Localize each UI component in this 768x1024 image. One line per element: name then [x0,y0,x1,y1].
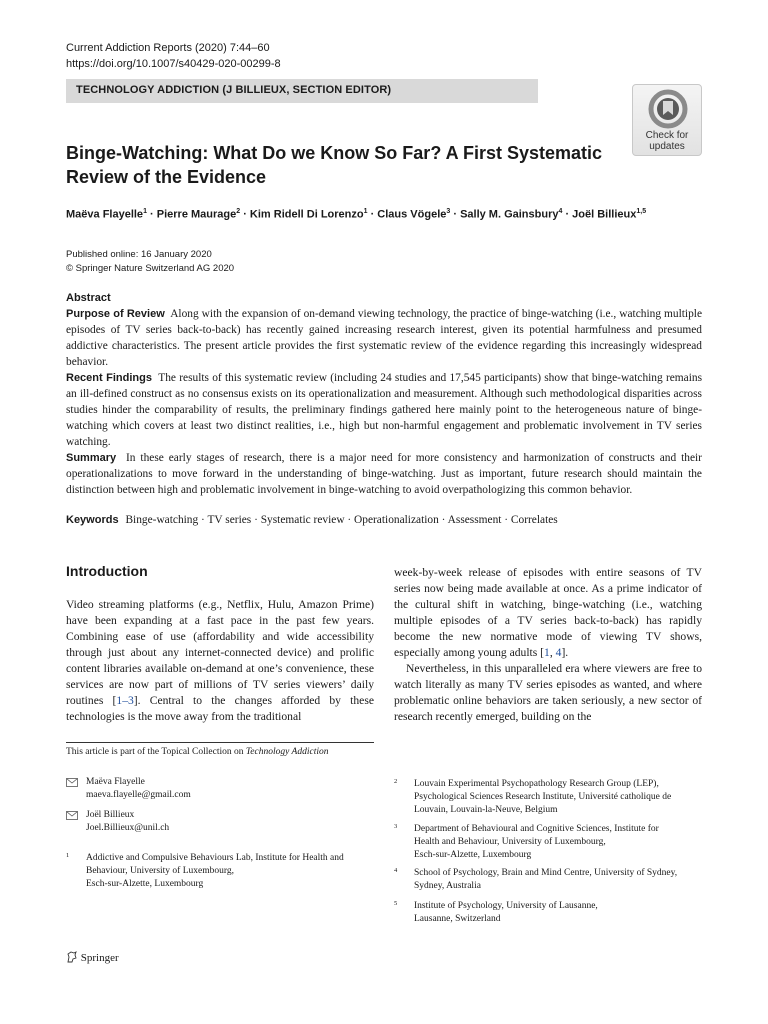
affiliation-line: Department of Behavioural and Cognitive Sciences, Institute for [414,824,659,834]
author-list: Maëva Flayelle$^1$ · Pierre Maurage$^2$ · Kim Ridell Di Lorenzo$^1$ · Claus Vögele$^3$ · Sally M. Gainsbury$^4$ · Joël Billieux$^{1,5}$ [66,208,647,221]
author-name[interactable]: Joël Billieux [572,208,637,221]
affiliation-number: 1 [66,852,70,859]
abstract-purpose [66,306,702,370]
purpose-text: Along with the expansion of on-demand viewing technology, the practice of binge-watching (i.e., watching multiple episodes of TV series back-to-back) has recently gained increasing research interest, given its potential harmfulness and presumed addictive characteristics. The present article provides the first systematic review of the evidence regarding this increasingly widespread behavior. [66,308,702,368]
springer-horse-icon [66,951,78,963]
author-name[interactable]: Maëva Flayelle [66,208,144,221]
contact-author-2 [66,809,376,837]
contact-name: Joël Billieux [86,810,135,820]
topical-collection-name: Technology Addiction [245,747,329,757]
badge-line-1: Check for [645,130,689,141]
affiliation-5 [394,900,704,928]
keywords-label: Keywords [66,514,119,526]
affiliation-1 [66,852,376,892]
affiliation-marker: 1 [363,208,368,215]
affiliation-number: 3 [394,823,398,830]
title-line-1: Binge-Watching: What Do we Know So Far? A First Systematic [66,143,603,163]
author-name[interactable]: Pierre Maurage [156,208,237,221]
intro-paragraph-3: Nevertheless, in this unparalleled era where viewers are free to watch literally as many TV series episodes as wanted, and where problematic online behaviors are taken seriously, a new sector of research recently emerged, building on the [394,662,702,723]
contact-email[interactable]: maeva.flayelle@gmail.com [86,790,191,800]
badge-line-2: updates [649,141,685,152]
affiliation-marker: 1 [143,208,147,215]
footnote-divider [66,742,374,743]
affiliation-line: Health and Behaviour, University of Luxembourg, [414,837,606,847]
affiliation-marker: 3 [446,208,451,215]
affiliation-line: Psychological Sciences Research Institute, Université catholique de [414,792,672,802]
affiliation-marker: 2 [236,208,241,215]
affiliation-line: Esch-sur-Alzette, Luxembourg [86,879,204,889]
published-date: Published online: 16 January 2020 [66,249,212,260]
affiliation-line: Louvain Experimental Psychopathology Research Group (LEP), [414,779,659,789]
envelope-icon [66,778,78,787]
affiliation-line: School of Psychology, Brain and Mind Centre, University of Sydney, [414,868,678,878]
affiliation-number: 2 [394,778,398,785]
summary-text: In these early stages of research, there is a major need for more consistency and harmonization of constructs and their operationalizations to move forward in the understanding of binge-watching. Just as important, future research should maintain the distinction between high and problematic involvement in binge-watching to avoid overpathologizing this common behavior. [66,452,702,496]
right-column [394,565,702,725]
section-banner [66,79,538,103]
contact-name: Maëva Flayelle [86,777,145,787]
affiliation-line: Louvain, Louvain-la-Neuve, Belgium [414,805,558,815]
author-name[interactable]: Claus Vögele [377,208,447,221]
topical-prefix: This article is part of the Topical Collection on [66,747,246,757]
title-line-2: Review of the Evidence [66,167,267,187]
citation-link[interactable]: 4 [555,646,562,659]
affiliation-line: Addictive and Compulsive Behaviours Lab, Institute for Health and [86,853,344,863]
affiliation-number: 4 [394,867,398,874]
contact-author-1 [66,776,376,804]
author-name[interactable]: Kim Ridell Di Lorenzo [249,208,364,221]
intro-paragraph-2 [394,565,702,661]
text-run: week-by-week release of episodes with entire seasons of TV series now being made available at once. As a prime indicator of the cultural shift in watching, binge-watching (i.e., watching multiple episodes of a TV series back-to-back) has rapidly become the new normative mode of viewing TV shows, especially among young adults [ [394,566,702,659]
left-column [66,597,374,725]
publisher-name: Springer [80,952,119,964]
bookmark-ring-icon [648,89,688,129]
topical-collection-note [66,747,328,757]
affiliation-line: Institute of Psychology, University of Lausanne, [414,901,598,911]
intro-paragraph-1 [66,597,374,725]
text-run: Video streaming platforms (e.g., Netflix, Hulu, Amazon Prime) have been expanding at a fast pace in the past few years. Combining ease of use (affordability and wide accessibility through just about any internet-connected device) and prolific content libraries available on-demand at one’s convenience, these services are now part of millions of TV series viewers’ daily routines [ [66,598,374,707]
citation-link[interactable]: 1–3 [116,694,134,707]
affiliation-line: Lausanne, Switzerland [414,914,501,924]
article-title [66,141,606,189]
abstract-summary [66,450,702,498]
abstract-heading: Abstract [66,292,111,304]
affiliation-line: Esch-sur-Alzette, Luxembourg [414,850,532,860]
affiliation-number: 5 [394,900,398,907]
check-for-updates-button[interactable] [632,84,702,156]
text-run: , [549,646,556,659]
section-label: TECHNOLOGY ADDICTION (J BILLIEUX, SECTION EDITOR) [76,84,392,96]
copyright-notice: © Springer Nature Switzerland AG 2020 [66,263,235,274]
citation-link[interactable]: 1 [544,646,550,659]
text-run: ]. Central to the changes afforded by these technologies is the move away from the traditional [66,694,374,723]
introduction-heading: Introduction [66,563,148,579]
abstract-section [66,290,702,498]
affiliation-line: Behaviour, University of Luxembourg, [86,866,234,876]
journal-reference [66,40,281,72]
purpose-label: Purpose of Review [66,308,165,320]
keywords-text: Binge-watching · TV series · Systematic review · Operationalization · Assessment · Correlates [125,514,558,526]
findings-text: The results of this systematic review (including 24 studies and 17,545 participants) show that binge-watching remains an ill-defined construct as no consensus exists on its operationalization and measurement. Although such methodological disparities across studies hinder the comparability of results, the preliminary findings gathered here mainly point to the heterogeneous nature of binge-watching which covers at least two distinct realities, i.e., high but non-harmful engagement and problematic involvement in TV series watching. [66,372,703,448]
envelope-icon [66,811,78,820]
text-run: ]. [561,646,569,659]
publication-info [66,248,234,276]
journal-citation: Current Addiction Reports (2020) 7:44–60 [66,42,270,54]
summary-label: Summary [66,452,117,464]
springer-logo [66,951,119,964]
affiliation-marker: 4 [558,208,563,215]
abstract-findings [66,370,702,450]
affiliation-3 [394,823,704,863]
doi-link[interactable]: https://doi.org/10.1007/s40429-020-00299-8 [66,58,281,70]
affiliation-4 [394,867,704,895]
contact-email[interactable]: Joel.Billieux@unil.ch [86,823,170,833]
author-name[interactable]: Sally M. Gainsbury [460,208,559,221]
affiliation-line: Sydney, Australia [414,881,481,891]
keywords [66,514,706,526]
affiliation-marker: 1,5 [636,208,647,215]
findings-label: Recent Findings [66,372,152,384]
affiliation-2 [394,778,704,818]
